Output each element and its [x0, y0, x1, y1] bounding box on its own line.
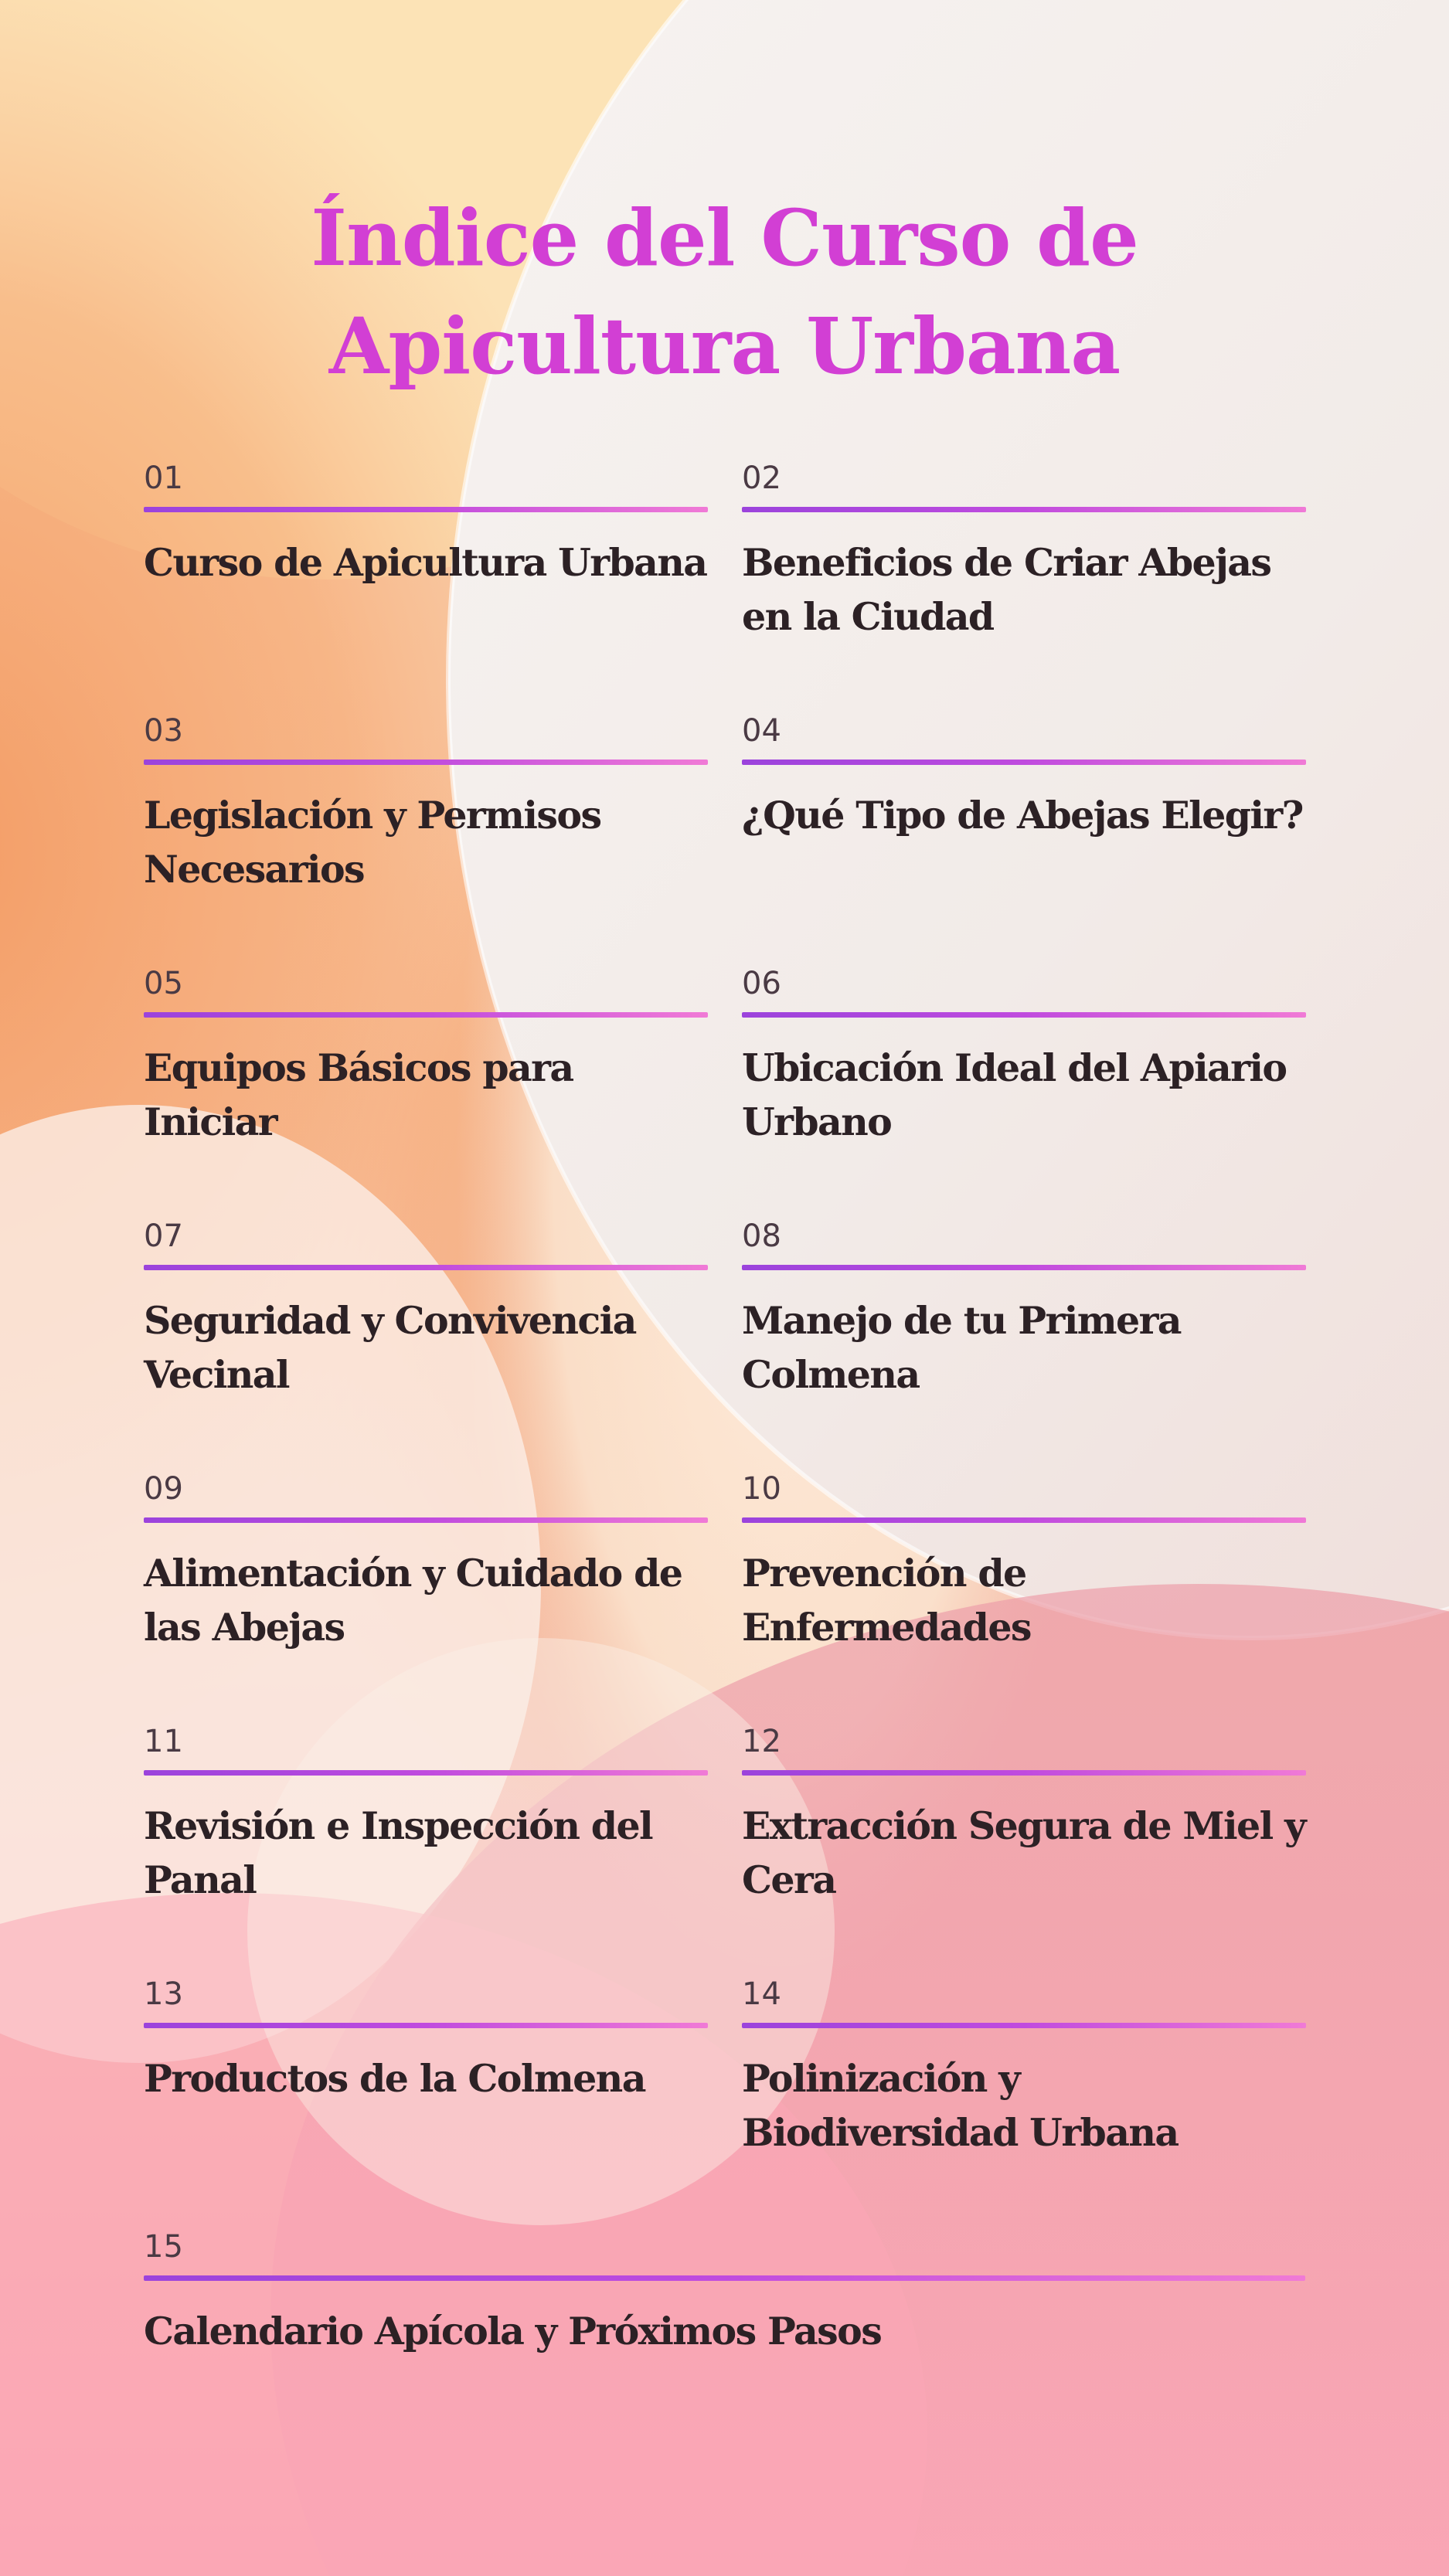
toc-item-01[interactable]: [144, 459, 708, 590]
item-title: Legislación y Permisos Necesarios: [144, 793, 601, 892]
toc-item-13[interactable]: [144, 1975, 708, 2105]
item-divider: [144, 507, 708, 512]
item-number: 02: [742, 460, 781, 496]
toc-item-03[interactable]: [144, 712, 708, 896]
item-number: 08: [742, 1218, 781, 1254]
toc-item-05[interactable]: [144, 964, 708, 1149]
item-title: Prevención de Enfermedades: [742, 1551, 1031, 1650]
item-divider: [144, 760, 708, 765]
item-title: Revisión e Inspección del Panal: [144, 1803, 653, 1902]
item-number: 07: [144, 1218, 183, 1254]
toc-item-14[interactable]: [742, 1975, 1306, 2160]
item-title: Manejo de tu Primera Colmena: [742, 1298, 1181, 1397]
toc-item-02[interactable]: [742, 459, 1306, 644]
item-number: 14: [742, 1976, 781, 2012]
item-title: Equipos Básicos para Iniciar: [144, 1045, 573, 1144]
item-divider: [742, 1517, 1306, 1523]
item-divider: [144, 2275, 1305, 2281]
item-divider: [742, 760, 1306, 765]
toc-item-10[interactable]: [742, 1470, 1306, 1654]
item-number: 04: [742, 713, 781, 749]
item-divider: [742, 1265, 1306, 1270]
toc-item-12[interactable]: [742, 1722, 1306, 1907]
toc-item-11[interactable]: [144, 1722, 708, 1907]
toc-item-15[interactable]: [144, 2228, 1305, 2358]
page-title: [0, 184, 1449, 400]
item-divider: [144, 2023, 708, 2028]
item-number: 11: [144, 1724, 183, 1759]
item-title: Seguridad y Convivencia Vecinal: [144, 1298, 636, 1397]
item-title: Polinización y Biodiversidad Urbana: [742, 2056, 1179, 2155]
item-divider: [742, 1012, 1306, 1018]
item-divider: [144, 1770, 708, 1776]
item-number: 09: [144, 1471, 183, 1507]
item-divider: [742, 2023, 1306, 2028]
item-divider: [742, 1770, 1306, 1776]
item-number: 05: [144, 966, 183, 1001]
item-title: Ubicación Ideal del Apiario Urbano: [742, 1045, 1287, 1144]
title-line-1: Índice del Curso de: [311, 192, 1138, 284]
toc-item-04[interactable]: [742, 712, 1306, 842]
item-number: 03: [144, 713, 183, 749]
item-number: 10: [742, 1471, 781, 1507]
title-line-2: Apicultura Urbana: [328, 301, 1121, 392]
item-title: Extracción Segura de Miel y Cera: [742, 1803, 1305, 1902]
item-divider: [742, 507, 1306, 512]
item-divider: [144, 1517, 708, 1523]
item-title: Beneficios de Criar Abejas en la Ciudad: [742, 540, 1271, 639]
toc-item-06[interactable]: [742, 964, 1306, 1149]
item-number: 06: [742, 966, 781, 1001]
item-number: 01: [144, 460, 183, 496]
item-number: 12: [742, 1724, 781, 1759]
toc-item-07[interactable]: [144, 1217, 708, 1402]
toc-item-09[interactable]: [144, 1470, 708, 1654]
item-title: Alimentación y Cuidado de las Abejas: [144, 1551, 682, 1650]
item-title: ¿Qué Tipo de Abejas Elegir?: [742, 793, 1303, 838]
item-number: 15: [144, 2229, 183, 2265]
item-divider: [144, 1012, 708, 1018]
item-title: Productos de la Colmena: [144, 2056, 645, 2101]
item-number: 13: [144, 1976, 183, 2012]
item-title: Curso de Apicultura Urbana: [144, 540, 707, 585]
item-title: Calendario Apícola y Próximos Pasos: [144, 2309, 882, 2353]
item-divider: [144, 1265, 708, 1270]
toc-item-08[interactable]: [742, 1217, 1306, 1402]
